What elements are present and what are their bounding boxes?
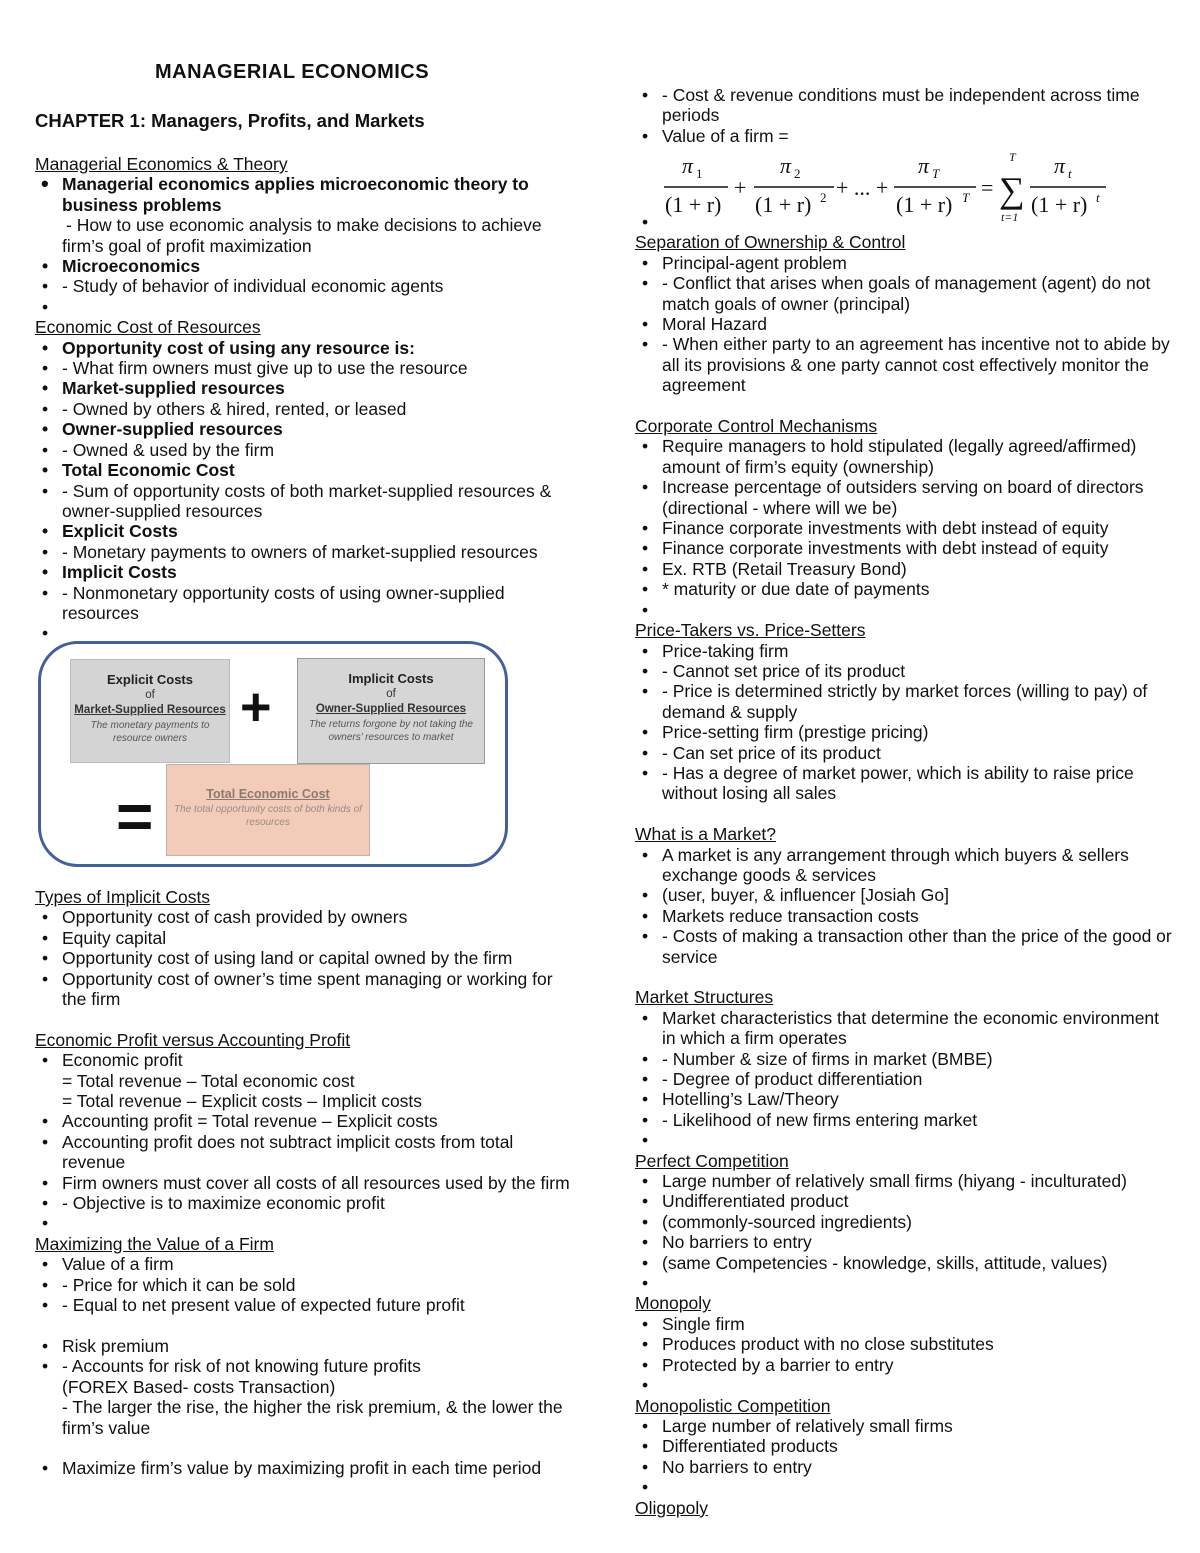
formula-den-2: (1 + r)	[755, 192, 812, 217]
list-item: • Value of a firm	[35, 1254, 580, 1274]
left-column-lower	[35, 887, 580, 1479]
total-cost-description: The total opportunity costs of both kinds of resources	[174, 803, 362, 828]
list-item: • Economic profit	[35, 1050, 580, 1070]
list-item: • Managerial economics applies microeconomic theory to business problems	[35, 174, 580, 215]
section-heading-oligopoly: Oligopoly	[635, 1497, 708, 1518]
right-column-top	[635, 85, 1175, 146]
list-item: • - Price is determined strictly by market forces (willing to pay) of demand & supply	[635, 681, 1175, 722]
list-item: • Opportunity cost of cash provided by owners	[35, 907, 580, 927]
list-item: • (same Competencies - knowledge, skills, attitude, values)	[635, 1253, 1175, 1273]
formula-pi-2: π	[780, 153, 792, 178]
list-item: • Microeconomics	[35, 256, 580, 276]
formula-exp-T: T	[962, 190, 970, 205]
formula-sub-T: T	[932, 166, 940, 181]
list-item: • - Sum of opportunity costs of both market-supplied resources & owner-supplied resources	[35, 481, 580, 522]
list-item: • - Cost & revenue conditions must be independent across time periods	[635, 85, 1175, 126]
list-item: • Require managers to hold stipulated (legally agreed/affirmed) amount of firm’s equity (ownership)	[635, 436, 1175, 477]
implicit-description: The returns forgone by not taking the owners’ resources to market	[309, 718, 473, 743]
list-item: • - Monetary payments to owners of market-supplied resources	[35, 542, 580, 562]
list-item: • - Likelihood of new firms entering market	[635, 1110, 1175, 1130]
empty-list-item	[635, 1130, 1175, 1150]
section-heading-price: Price-Takers vs. Price-Setters	[635, 620, 866, 641]
explicit-subtitle: Market-Supplied Resources	[74, 704, 226, 716]
list-item: • Implicit Costs	[35, 562, 580, 582]
list-item: • A market is any arrangement through which buyers & sellers exchange goods & services	[635, 845, 1175, 886]
list-item: • Maximize firm’s value by maximizing profit in each time period	[35, 1458, 580, 1478]
market-list	[635, 845, 1175, 967]
plus-sign: +	[240, 677, 272, 737]
list-item: • - Conflict that arises when goals of management (agent) do not match goals of owner (principal)	[635, 273, 1175, 314]
equation-line: = Total revenue – Total economic cost	[62, 1070, 355, 1091]
formula-plus-1: +	[734, 175, 747, 200]
section-heading-structures: Market Structures	[635, 987, 774, 1008]
list-item: • - Can set price of its product	[635, 743, 1175, 763]
list-item: • Opportunity cost of using land or capital owned by the firm	[35, 948, 580, 968]
monopoly-list	[635, 1314, 1175, 1375]
list-item: • (user, buyer, & influencer [Josiah Go]	[635, 885, 1175, 905]
explicit-of: of	[145, 688, 155, 701]
empty-list-item	[35, 297, 580, 317]
list-item: • Value of a firm =	[635, 126, 1175, 146]
formula-pi-t: π	[1054, 153, 1066, 178]
empty-list-item	[35, 1213, 580, 1233]
implicit-types-list	[35, 907, 580, 1009]
section-heading-separation: Separation of Ownership & Control	[635, 232, 906, 253]
total-economic-cost-box	[166, 764, 370, 856]
structures-list	[635, 1008, 1175, 1130]
total-cost-title: Total Economic Cost	[206, 787, 330, 801]
perfect-list	[635, 1171, 1175, 1273]
list-item: • - Equal to net present value of expected future profit	[35, 1295, 580, 1315]
list-item: • Single firm	[635, 1314, 1175, 1334]
formula-pi-T: π	[918, 153, 930, 178]
formula-sub-2: 2	[794, 166, 801, 181]
formula-exp-t: t	[1096, 190, 1100, 205]
total-economic-cost-diagram	[38, 641, 508, 867]
list-item: • - Degree of product differentiation	[635, 1069, 1175, 1089]
cost-list	[35, 338, 580, 624]
section-heading-perfect: Perfect Competition	[635, 1150, 789, 1171]
list-item: • Undifferentiated product	[635, 1191, 1175, 1211]
formula-equals: =	[981, 175, 994, 200]
empty-list-item	[635, 1477, 1175, 1497]
formula-sub-1: 1	[696, 166, 703, 181]
right-column	[635, 212, 1175, 1518]
list-item: • Owner-supplied resources	[35, 419, 580, 439]
implicit-subtitle: Owner-Supplied Resources	[315, 703, 467, 715]
formula-sum-upper: T	[1009, 150, 1016, 164]
list-item: • Price-setting firm (prestige pricing)	[635, 722, 1175, 742]
empty-list-item	[635, 1273, 1175, 1293]
list-item: • - Owned & used by the firm	[35, 440, 580, 460]
list-item: • Hotelling’s Law/Theory	[635, 1089, 1175, 1109]
implicit-costs-title: Implicit Costs	[348, 671, 434, 686]
list-item: • Protected by a barrier to entry	[635, 1355, 1175, 1375]
list-item: • - Owned by others & hired, rented, or leased	[35, 399, 580, 419]
list-item: • No barriers to entry	[635, 1232, 1175, 1252]
list-item: • Firm owners must cover all costs of all resources used by the firm	[35, 1173, 580, 1193]
formula-sum-lower: t=1	[1001, 210, 1019, 224]
section-heading-theory: Managerial Economics & Theory	[35, 154, 288, 174]
list-item: • - Price for which it can be sold	[35, 1275, 580, 1295]
list-item: • - Number & size of firms in market (BMBE)	[635, 1049, 1175, 1069]
monopolistic-list	[635, 1416, 1175, 1477]
list-item: • - Study of behavior of individual economic agents	[35, 276, 580, 296]
empty-list-item	[635, 600, 1175, 620]
section-heading-implicit-types: Types of Implicit Costs	[35, 887, 211, 907]
empty-list-item	[635, 1375, 1175, 1395]
list-item: • Moral Hazard	[635, 314, 1175, 334]
section-heading-market: What is a Market?	[635, 824, 777, 845]
formula-sigma: ∑	[999, 170, 1025, 210]
explicit-costs-box	[70, 659, 230, 763]
list-item: • Produces product with no close substitutes	[635, 1334, 1175, 1354]
document-title: MANAGERIAL ECONOMICS	[155, 61, 430, 83]
formula-sub-t: t	[1068, 166, 1072, 181]
section-heading-maximize: Maximizing the Value of a Firm	[35, 1233, 274, 1254]
price-list	[635, 641, 1175, 804]
separation-list	[635, 253, 1175, 396]
list-item: • Differentiated products	[635, 1436, 1175, 1456]
list-item: • - Accounts for risk of not knowing future profits	[35, 1356, 580, 1376]
list-item: • - Objective is to maximize economic profit	[35, 1193, 580, 1213]
list-item: • - When either party to an agreement has incentive not to abide by all its provisions & one party cannot cost effectively monitor the agreement	[635, 334, 1175, 395]
list-item: • - What firm owners must give up to use the resource	[35, 358, 580, 378]
list-item: • - Has a degree of market power, which is ability to raise price without losing all sales	[635, 763, 1175, 804]
explicit-description: The monetary payments to resource owners	[90, 719, 210, 744]
formula-den-1: (1 + r)	[665, 192, 722, 217]
left-column	[35, 154, 580, 644]
implicit-costs-box	[297, 658, 485, 764]
list-item: • Finance corporate investments with debt instead of equity	[635, 538, 1175, 558]
section-heading-profit: Economic Profit versus Accounting Profit	[35, 1029, 351, 1050]
list-item-detail: - How to use economic analysis to make decisions to achieve firm’s goal of profit maximization	[62, 215, 542, 256]
list-item: • No barriers to entry	[635, 1457, 1175, 1477]
list-item: • Principal-agent problem	[635, 253, 1175, 273]
section-heading-cost: Economic Cost of Resources	[35, 317, 261, 338]
list-item: • - Cannot set price of its product	[635, 661, 1175, 681]
list-item: • Total Economic Cost	[35, 460, 580, 480]
list-item: • Equity capital	[35, 928, 580, 948]
formula-pi-1: π	[682, 153, 694, 178]
note-line: (FOREX Based- costs Transaction)	[62, 1376, 336, 1397]
list-item: • Risk premium	[35, 1336, 580, 1356]
list-item: • Accounting profit = Total revenue – Explicit costs	[35, 1111, 580, 1131]
section-heading-monopoly: Monopoly	[635, 1293, 711, 1314]
list-item: • Finance corporate investments with debt instead of equity	[635, 518, 1175, 538]
formula-den-T: (1 + r)	[896, 192, 953, 217]
list-item: • Large number of relatively small firms (hiyang - inculturated)	[635, 1171, 1175, 1191]
list-item: • Markets reduce transaction costs	[635, 906, 1175, 926]
empty-list-item	[635, 212, 1175, 232]
list-item: • Price-taking firm	[635, 641, 1175, 661]
list-item: • Accounting profit does not subtract implicit costs from total revenue	[35, 1132, 580, 1173]
equation-line: = Total revenue – Explicit costs – Implicit costs	[62, 1091, 423, 1112]
section-heading-control: Corporate Control Mechanisms	[635, 416, 878, 437]
list-item: • * maturity or due date of payments	[635, 579, 1175, 599]
equals-sign: =	[116, 780, 154, 852]
list-item: • Explicit Costs	[35, 521, 580, 541]
list-item: • - Costs of making a transaction other than the price of the good or service	[635, 926, 1175, 967]
control-list	[635, 436, 1175, 599]
list-item: • Market-supplied resources	[35, 378, 580, 398]
formula-den-t: (1 + r)	[1031, 192, 1088, 217]
list-item: • (commonly-sourced ingredients)	[635, 1212, 1175, 1232]
formula-ellipsis: + ... +	[836, 175, 889, 200]
list-item: • Ex. RTB (Retail Treasury Bond)	[635, 559, 1175, 579]
list-item: • Market characteristics that determine the economic environment in which a firm operates	[635, 1008, 1175, 1049]
section-heading-monopolistic: Monopolistic Competition	[635, 1395, 831, 1416]
implicit-of: of	[386, 687, 396, 700]
list-item: • Increase percentage of outsiders serving on board of directors (directional - where will we be)	[635, 477, 1175, 518]
list-item: • Large number of relatively small firms	[635, 1416, 1175, 1436]
formula-exp-2: 2	[820, 190, 827, 205]
chapter-heading: CHAPTER 1: Managers, Profits, and Markets	[35, 110, 425, 131]
list-item: • Opportunity cost of using any resource is:	[35, 338, 580, 358]
list-item: • Opportunity cost of owner’s time spent managing or working for the firm	[35, 969, 580, 1010]
note-line: - The larger the rise, the higher the risk premium, & the lower the firm’s value	[62, 1397, 563, 1438]
list-item: • - Nonmonetary opportunity costs of using owner-supplied resources	[35, 583, 580, 624]
explicit-costs-title: Explicit Costs	[107, 672, 193, 687]
